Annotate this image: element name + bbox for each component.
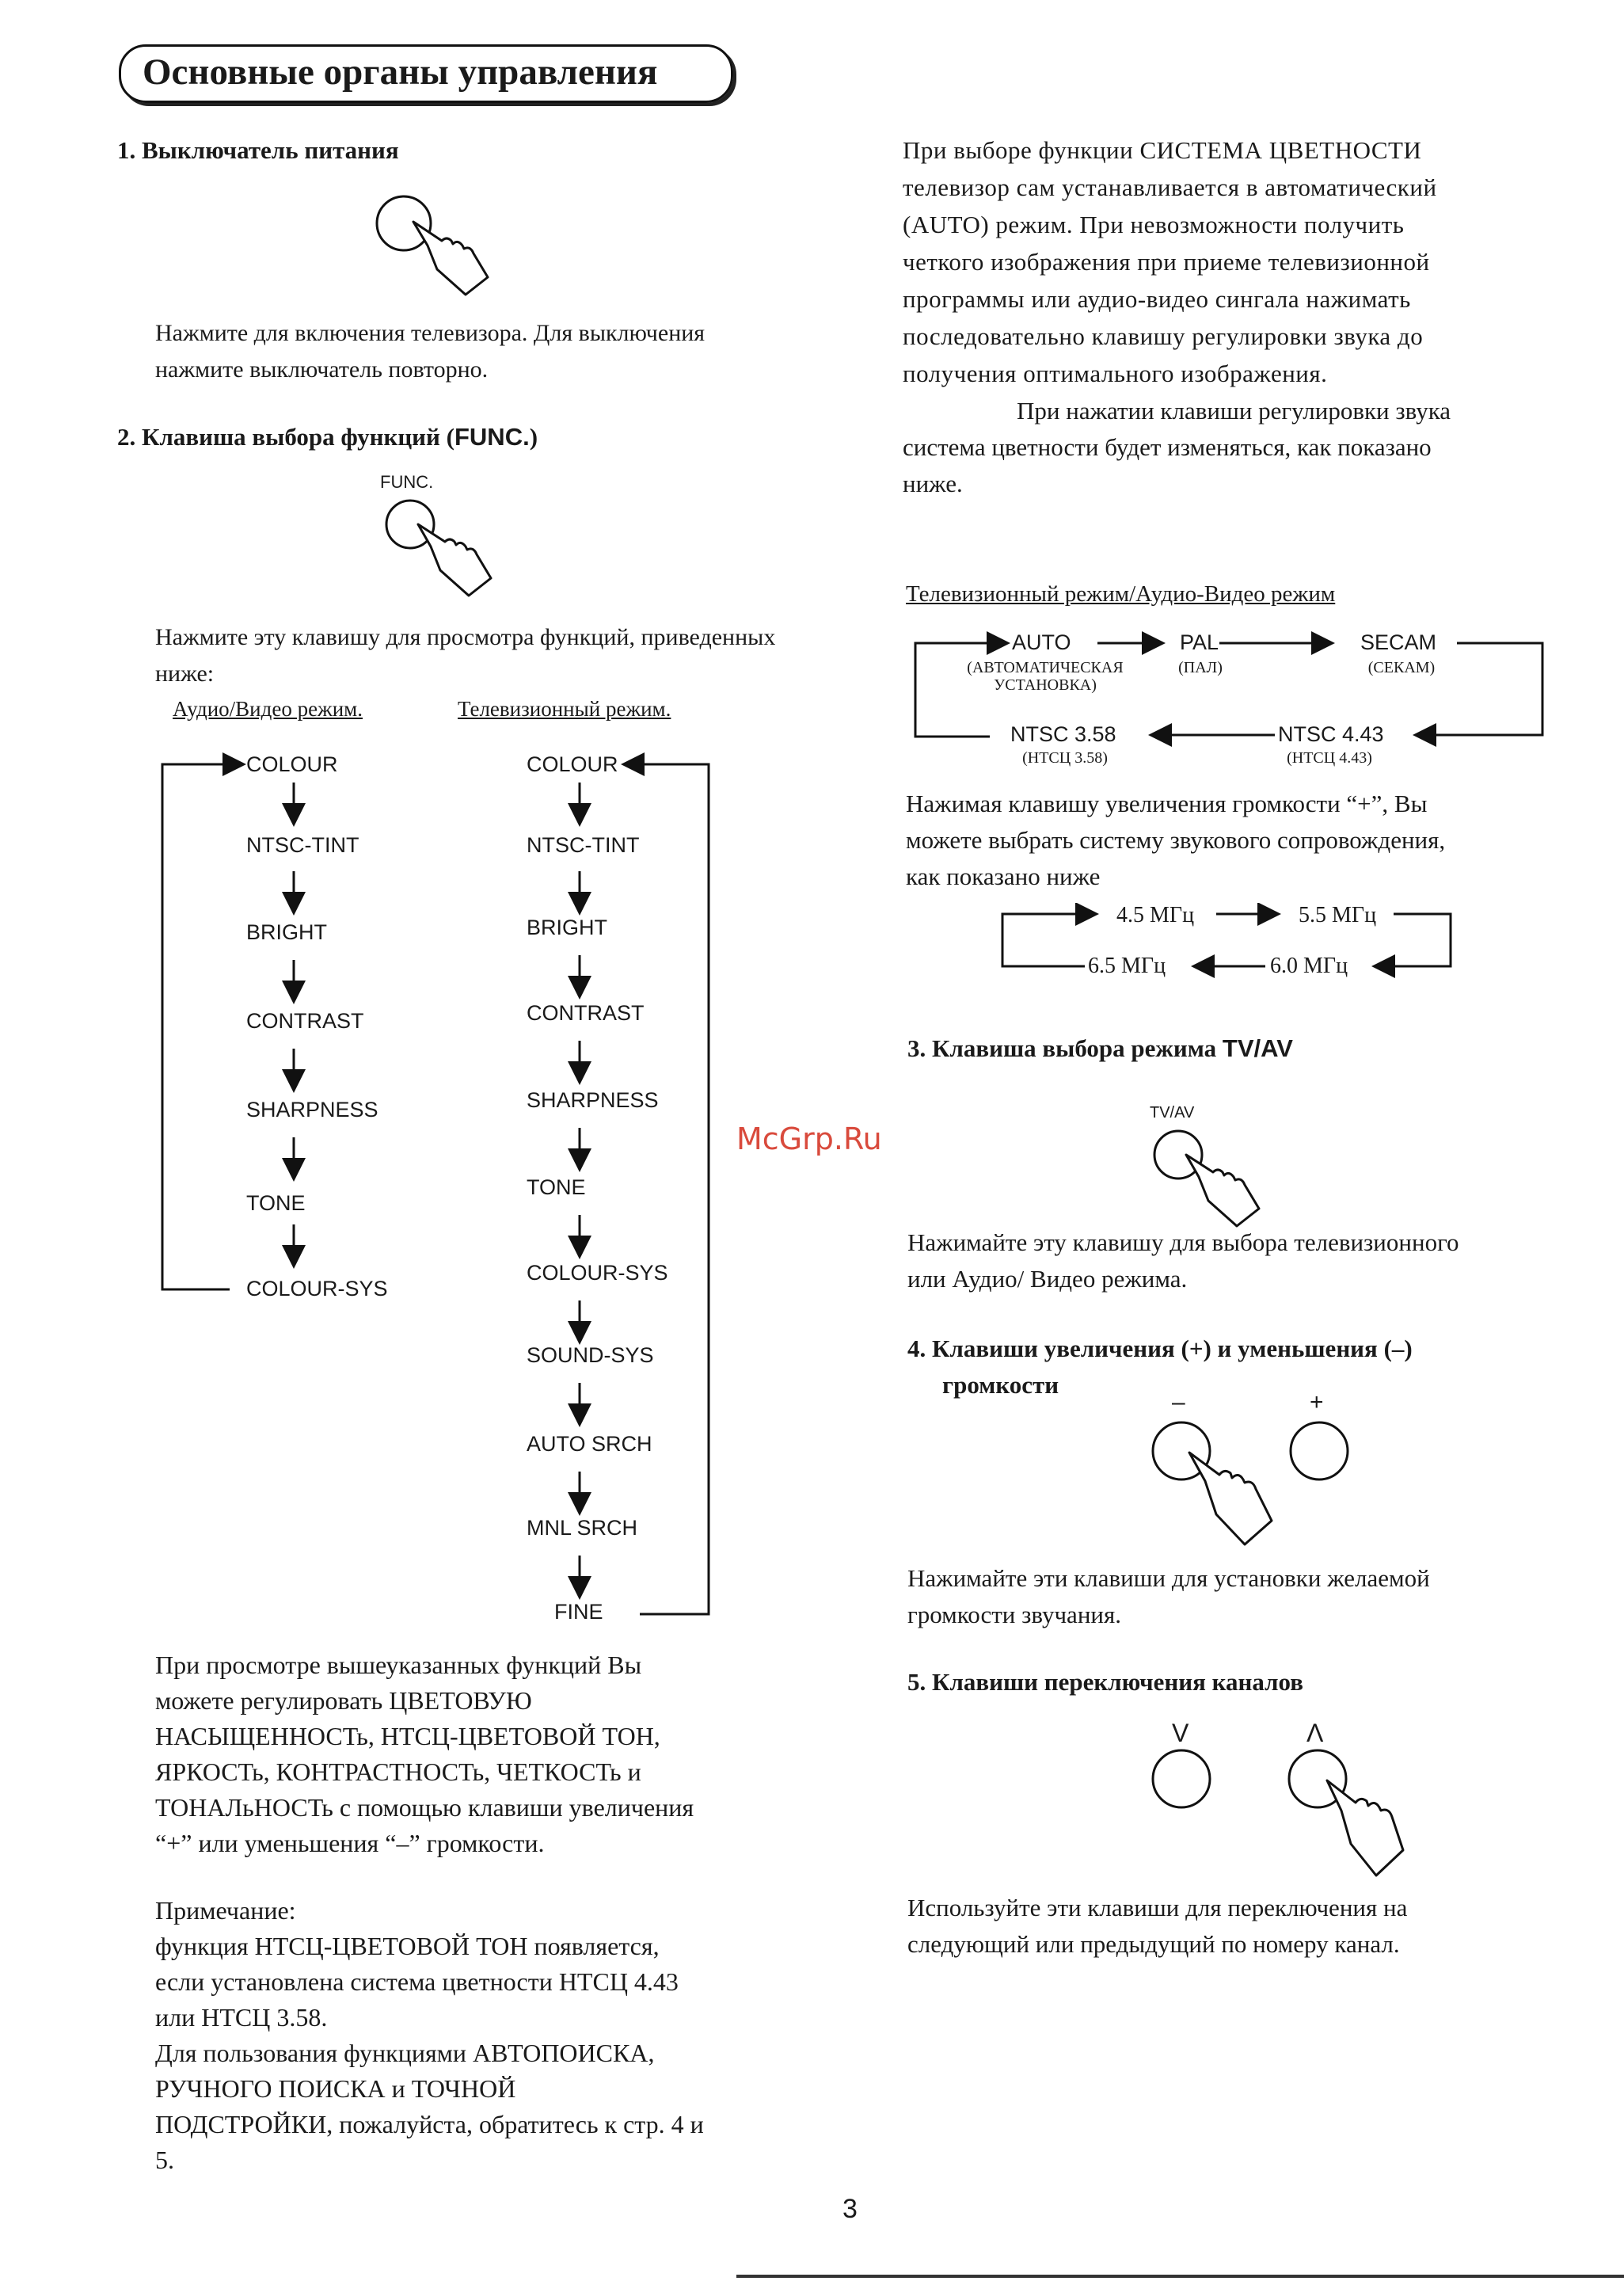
paragraph-line: (AUTO) режим. При невозможности получить [903,211,1405,238]
paragraph-line: НАСЫЩЕННОСТь, НТСЦ-ЦВЕТОВОЙ ТОН, [155,1722,660,1750]
page-title: Основные органы управления [143,51,658,93]
cs-secam: SECAM [1360,630,1437,654]
func-button-illustration [372,493,507,604]
section-4-heading-line: 4. Клавиши увеличения (+) и уменьшения (–) [907,1335,1413,1362]
paragraph-line: ТОНАЛьНОСТь с помощью клавиши увеличения [155,1793,694,1822]
bottom-rule [736,2275,1624,2278]
ss-6-0: 6.0 МГц [1270,954,1348,978]
paragraph-line: следующий или предыдущий по номеру канал. [907,1930,1400,1958]
av-item-bright: BRIGHT [246,920,328,944]
section-3-heading [907,1034,1293,1063]
av-item-colour-sys: COLOUR-SYS [246,1277,388,1300]
av-item-colour: COLOUR [246,752,338,776]
section-4-heading [907,1331,1413,1403]
av-mode-header: Аудио/Видео режим. [173,697,363,721]
power-button-illustration [364,190,499,301]
section-2-heading [117,423,538,451]
av-item-contrast: CONTRAST [246,1009,364,1033]
paragraph-line: Нажимайте эти клавиши для установки желаемой [907,1564,1430,1592]
paragraph-line: можете выбрать систему звукового сопровождения, [906,826,1446,854]
av-item-ntsc-tint: NTSC-TINT [246,833,359,857]
paragraph-line: громкости звучания. [907,1601,1122,1628]
note-line: Примечание: [155,1896,296,1925]
tv-item-auto-srch: AUTO SRCH [527,1432,652,1456]
sound-system-cycle-diagram [998,903,1457,982]
colour-system-paragraph [903,131,1437,392]
pointing-hand-icon [418,524,491,596]
paragraph-line: как показано ниже [906,863,1101,890]
pointing-hand-icon [413,222,488,295]
section-2-heading-suffix: ) [529,423,538,451]
section-5-heading: 5. Клавиши переключения каналов [907,1668,1304,1696]
pointing-hand-icon [1189,1453,1272,1544]
mode-header: Телевизионный режим/Аудио-Видео режим [906,581,1336,607]
tv-item-colour-sys: COLOUR-SYS [527,1261,668,1285]
ss-6-5: 6.5 МГц [1088,954,1166,978]
tv-mode-header: Телевизионный режим. [458,697,671,721]
section-2-text: Нажмите эту клавишу для просмотра функций, приведенных ниже: [155,624,776,687]
tv-item-tone: TONE [527,1175,586,1199]
cs-ntsc443: NTSC 4.43 [1278,722,1384,746]
section-4-text [907,1560,1430,1633]
tvav-button-illustration [1140,1123,1283,1234]
section-1-heading: 1. Выключатель питания [117,136,399,164]
cs-ntsc358: NTSC 3.58 [1010,722,1116,746]
colour-system-cycle-diagram [911,626,1552,768]
paragraph-line: четкого изображения при приеме телевизионной [903,248,1430,276]
tv-item-colour: COLOUR [527,752,618,776]
volume-minus-label: – [1172,1389,1185,1415]
note-line: или НТСЦ 3.58. [155,2003,328,2032]
note-line: если установлена система цветности НТСЦ 4.43 [155,1967,679,1996]
note-line: ПОДСТРОЙКИ, пожалуйста, обратитесь к стр. 4 и [155,2110,704,2138]
paragraph-line: При просмотре вышеуказанных функций Вы [155,1651,642,1679]
note-line: функция НТСЦ-ЦВЕТОВОЙ ТОН появляется, [155,1932,660,1960]
tv-item-sharpness: SHARPNESS [527,1088,659,1112]
func-button-label: FUNC. [380,472,434,492]
note-line: 5. [155,2146,174,2174]
cs-auto-sub-line: (АВТОМАТИЧЕСКАЯ [967,659,1124,676]
volume-plus-label: + [1310,1389,1324,1415]
tv-item-fine: FINE [554,1600,603,1624]
channel-down-label: V [1172,1719,1189,1747]
paragraph-line: система цветности будет изменяться, как показано [903,433,1432,461]
section-3-heading-prefix: 3. Клавиша выбора режима [907,1034,1223,1062]
cs-pal: PAL [1180,630,1219,654]
paragraph-line: телевизор сам устанавливается в автоматический [903,173,1437,201]
cs-ntsc358-sub: (НТСЦ 3.58) [1022,749,1108,767]
section-2-heading-key: FUNC. [454,423,530,451]
paragraph-line: можете регулировать ЦВЕТОВУЮ [155,1686,532,1715]
tv-item-bright: BRIGHT [527,916,608,939]
paragraph-line: получения оптимального изображения. [903,360,1328,387]
adjust-paragraph [155,1647,694,1861]
power-button[interactable] [377,196,431,250]
cs-pal-sub: (ПАЛ) [1178,659,1223,676]
tv-item-ntsc-tint: NTSC-TINT [527,833,640,857]
paragraph-line: последовательно клавишу регулировки звука до [903,322,1424,350]
tvav-button-label: TV/AV [1150,1104,1195,1121]
paragraph-line: ниже. [903,470,963,497]
volume-up-button[interactable] [1291,1422,1348,1479]
paragraph-line: Используйте эти клавиши для переключения на [907,1894,1408,1921]
paragraph-line: или Аудио/ Видео режима. [907,1265,1188,1293]
pointing-hand-icon [1186,1155,1259,1226]
note-paragraph [155,1893,704,2178]
section-3-text [907,1224,1459,1297]
cs-ntsc443-sub: (НТСЦ 4.43) [1287,749,1372,767]
volume-buttons-illustration [1140,1410,1378,1552]
paragraph-line: При нажатии клавиши регулировки звука [1017,397,1451,425]
section-2-heading-prefix: 2. Клавиша выбора функций ( [117,423,454,451]
paragraph-line: Нажимайте эту клавишу для выбора телевизионного [907,1228,1459,1256]
tv-item-contrast: CONTRAST [527,1001,645,1025]
ss-5-5: 5.5 МГц [1299,903,1377,927]
channel-buttons-illustration [1140,1739,1409,1898]
watermark: McGrp.Ru [736,1121,882,1156]
paragraph-line: “+” или уменьшения “–” громкости. [155,1829,545,1857]
av-item-tone: TONE [246,1191,306,1215]
paragraph-line: При выборе функции СИСТЕМА ЦВЕТНОСТИ [903,136,1422,164]
note-line: Для пользования функциями АВТОПОИСКА, [155,2039,655,2067]
pointing-hand-icon [1327,1780,1403,1875]
paragraph-line: ЯРКОСТь, КОНТРАСТНОСТь, ЧЕТКОСТь и [155,1757,641,1786]
cs-auto: AUTO [1012,630,1071,654]
section-3-heading-key: TV/AV [1222,1034,1293,1062]
paragraph-line: Нажимая клавишу увеличения громкости “+”, Вы [906,790,1428,817]
colour-system-paragraph-2 [903,393,1451,502]
channel-down-button[interactable] [1153,1750,1210,1807]
section-5-text [907,1890,1407,1963]
page-number: 3 [842,2194,858,2224]
section-1-text: Нажмите для включения телевизора. Для выключения нажмите выключатель повторно. [155,320,706,383]
cs-auto-sub-line: УСТАНОВКА) [994,676,1097,694]
av-item-sharpness: SHARPNESS [246,1098,378,1121]
note-line: РУЧНОГО ПОИСКА и ТОЧНОЙ [155,2074,516,2103]
section-4-heading-line: громкости [942,1371,1059,1399]
cs-secam-sub: (СЕКАМ) [1367,659,1436,676]
paragraph-line: программы или аудио-видео сингала нажимать [903,285,1411,313]
tv-item-sound-sys: SOUND-SYS [527,1343,654,1367]
tv-item-mnl-srch: MNL SRCH [527,1516,638,1540]
sound-system-paragraph [906,786,1445,895]
ss-4-5: 4.5 МГц [1116,903,1195,927]
cs-auto-sub [950,659,1140,694]
channel-up-label: Λ [1306,1719,1324,1747]
